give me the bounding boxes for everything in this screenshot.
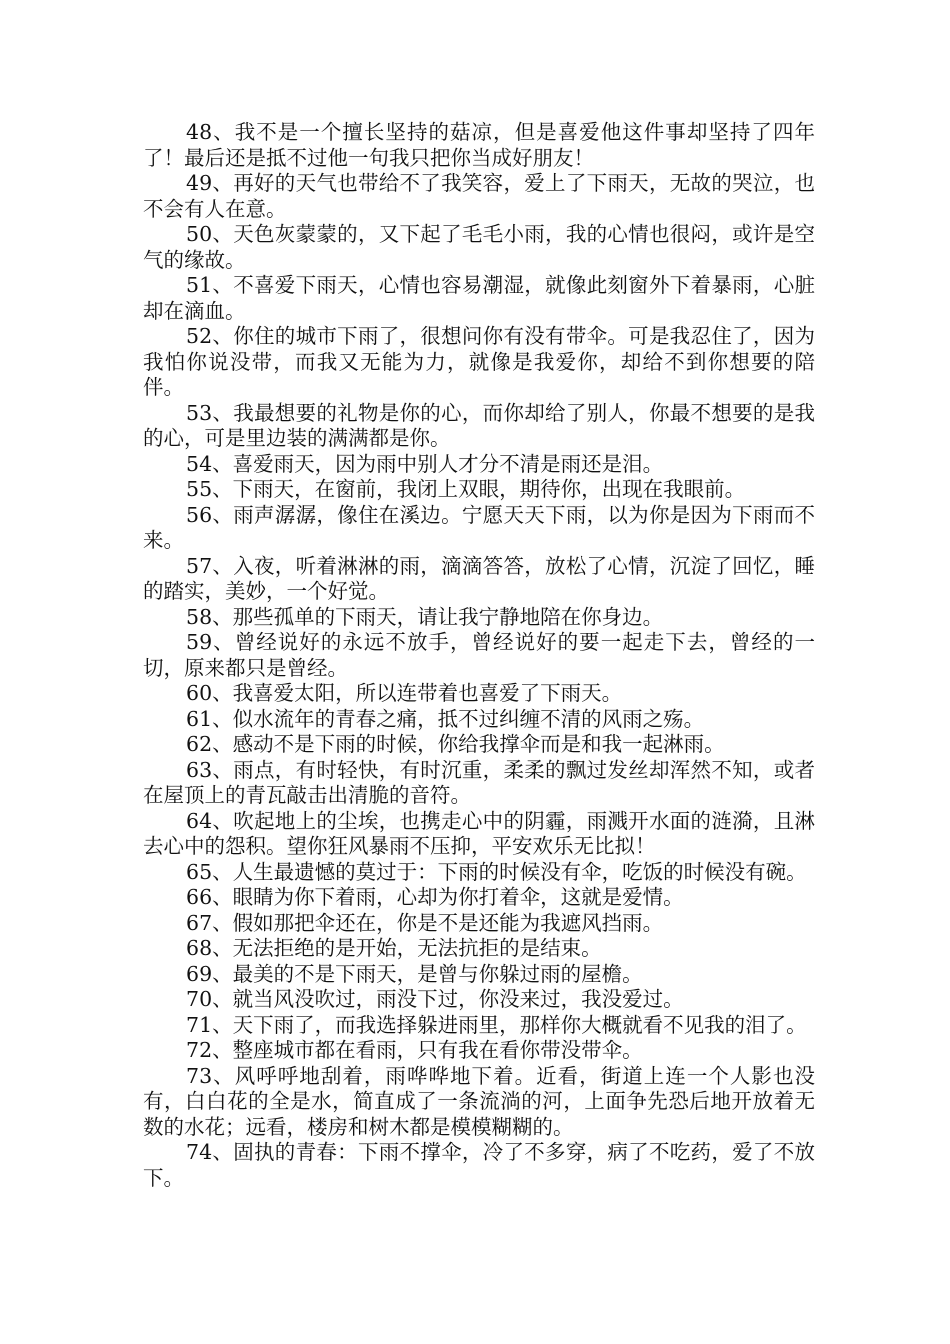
paragraph-70: 70、就当风没吹过，雨没下过，你没来过，我没爱过。 xyxy=(186,987,684,1011)
document-body xyxy=(143,120,815,1191)
paragraph-67: 67、假如那把伞还在，你是不是还能为我遮风挡雨。 xyxy=(186,910,664,935)
paragraph-69: 69、最美的不是下雨天，是曾与你躲过雨的屋檐。 xyxy=(186,961,643,986)
paragraph-52: 52、你住的城市下雨了，很想问你有没有带伞。可是我忍住了，因为我怕你说没带，而我又无能为力，就像是我爱你，却给不到你想要的陪伴。 xyxy=(143,324,815,399)
paragraph-74: 74、固执的青春：下雨不撑伞，冷了不多穿，病了不吃药，爱了不放下。 xyxy=(143,1140,815,1190)
paragraph-56: 56、雨声潺潺，像住在溪边。宁愿天天下雨，以为你是因为下雨而不来。 xyxy=(143,502,815,552)
paragraph-55: 55、下雨天，在窗前，我闭上双眼，期待你，出现在我眼前。 xyxy=(186,477,746,501)
paragraph-71: 71、天下雨了，而我选择躲进雨里，那样你大概就看不见我的泪了。 xyxy=(186,1012,807,1037)
paragraph-72: 72、整座城市都在看雨，只有我在看你带没带伞。 xyxy=(186,1038,643,1062)
paragraph-49: 49、再好的天气也带给不了我笑容，爱上了下雨天，无故的哭泣，也不会有人在意。 xyxy=(143,171,815,221)
paragraph-68: 68、无法拒绝的是开始，无法抗拒的是结束。 xyxy=(186,936,602,960)
paragraph-60: 60、我喜爱太阳，所以连带着也喜爱了下雨天。 xyxy=(186,681,623,705)
paragraph-51: 51、不喜爱下雨天，心情也容易潮湿，就像此刻窗外下着暴雨，心脏却在滴血。 xyxy=(143,273,815,323)
paragraph-53: 53、我最想要的礼物是你的心，而你却给了别人，你最不想要的是我的心，可是里边装的满满都是你。 xyxy=(143,400,815,450)
paragraph-57: 57、入夜，听着淋淋的雨，滴滴答答，放松了心情，沉淀了回忆，睡的踏实，美妙，一个好觉。 xyxy=(143,553,815,603)
paragraph-50: 50、天色灰蒙蒙的，又下起了毛毛小雨，我的心情也很闷，或许是空气的缘故。 xyxy=(143,222,815,272)
paragraph-54: 54、喜爱雨天，因为雨中别人才分不清是雨还是泪。 xyxy=(186,451,664,476)
paragraph-59: 59、曾经说好的永远不放手，曾经说好的要一起走下去，曾经的一切，原来都只是曾经。 xyxy=(143,630,815,680)
paragraph-66: 66、眼睛为你下着雨，心却为你打着伞，这就是爱情。 xyxy=(186,885,684,909)
paragraph-65: 65、人生最遗憾的莫过于：下雨的时候没有伞，吃饭的时候没有碗。 xyxy=(186,859,807,884)
paragraph-62: 62、感动不是下雨的时候，你给我撑伞而是和我一起淋雨。 xyxy=(186,732,725,756)
paragraph-48: 48、我不是一个擅长坚持的菇凉，但是喜爱他这件事却坚持了四年了！最后还是抵不过他一句我只把你当成好朋友！ xyxy=(143,120,815,170)
paragraph-61: 61、似水流年的青春之痛，抵不过纠缠不清的风雨之殇。 xyxy=(186,706,705,731)
paragraph-64: 64、吹起地上的尘埃，也携走心中的阴霾，雨溅开水面的涟漪，且淋去心中的怨积。望你狂风暴雨不压抑，平安欢乐无比拟！ xyxy=(143,808,815,858)
paragraph-58: 58、那些孤单的下雨天，请让我宁静地陪在你身边。 xyxy=(186,604,664,629)
paragraph-63: 63、雨点，有时轻快，有时沉重，柔柔的飘过发丝却浑然不知，或者在屋顶上的青瓦敲击出清脆的音符。 xyxy=(143,757,815,807)
paragraph-73: 73、风呼呼地刮着，雨哗哗地下着。近看，街道上连一个人影也没有，白白花的全是水，简直成了一条流淌的河，上面争先恐后地开放着无数的水花；远看，楼房和树木都是模模糊糊的。 xyxy=(143,1063,815,1139)
